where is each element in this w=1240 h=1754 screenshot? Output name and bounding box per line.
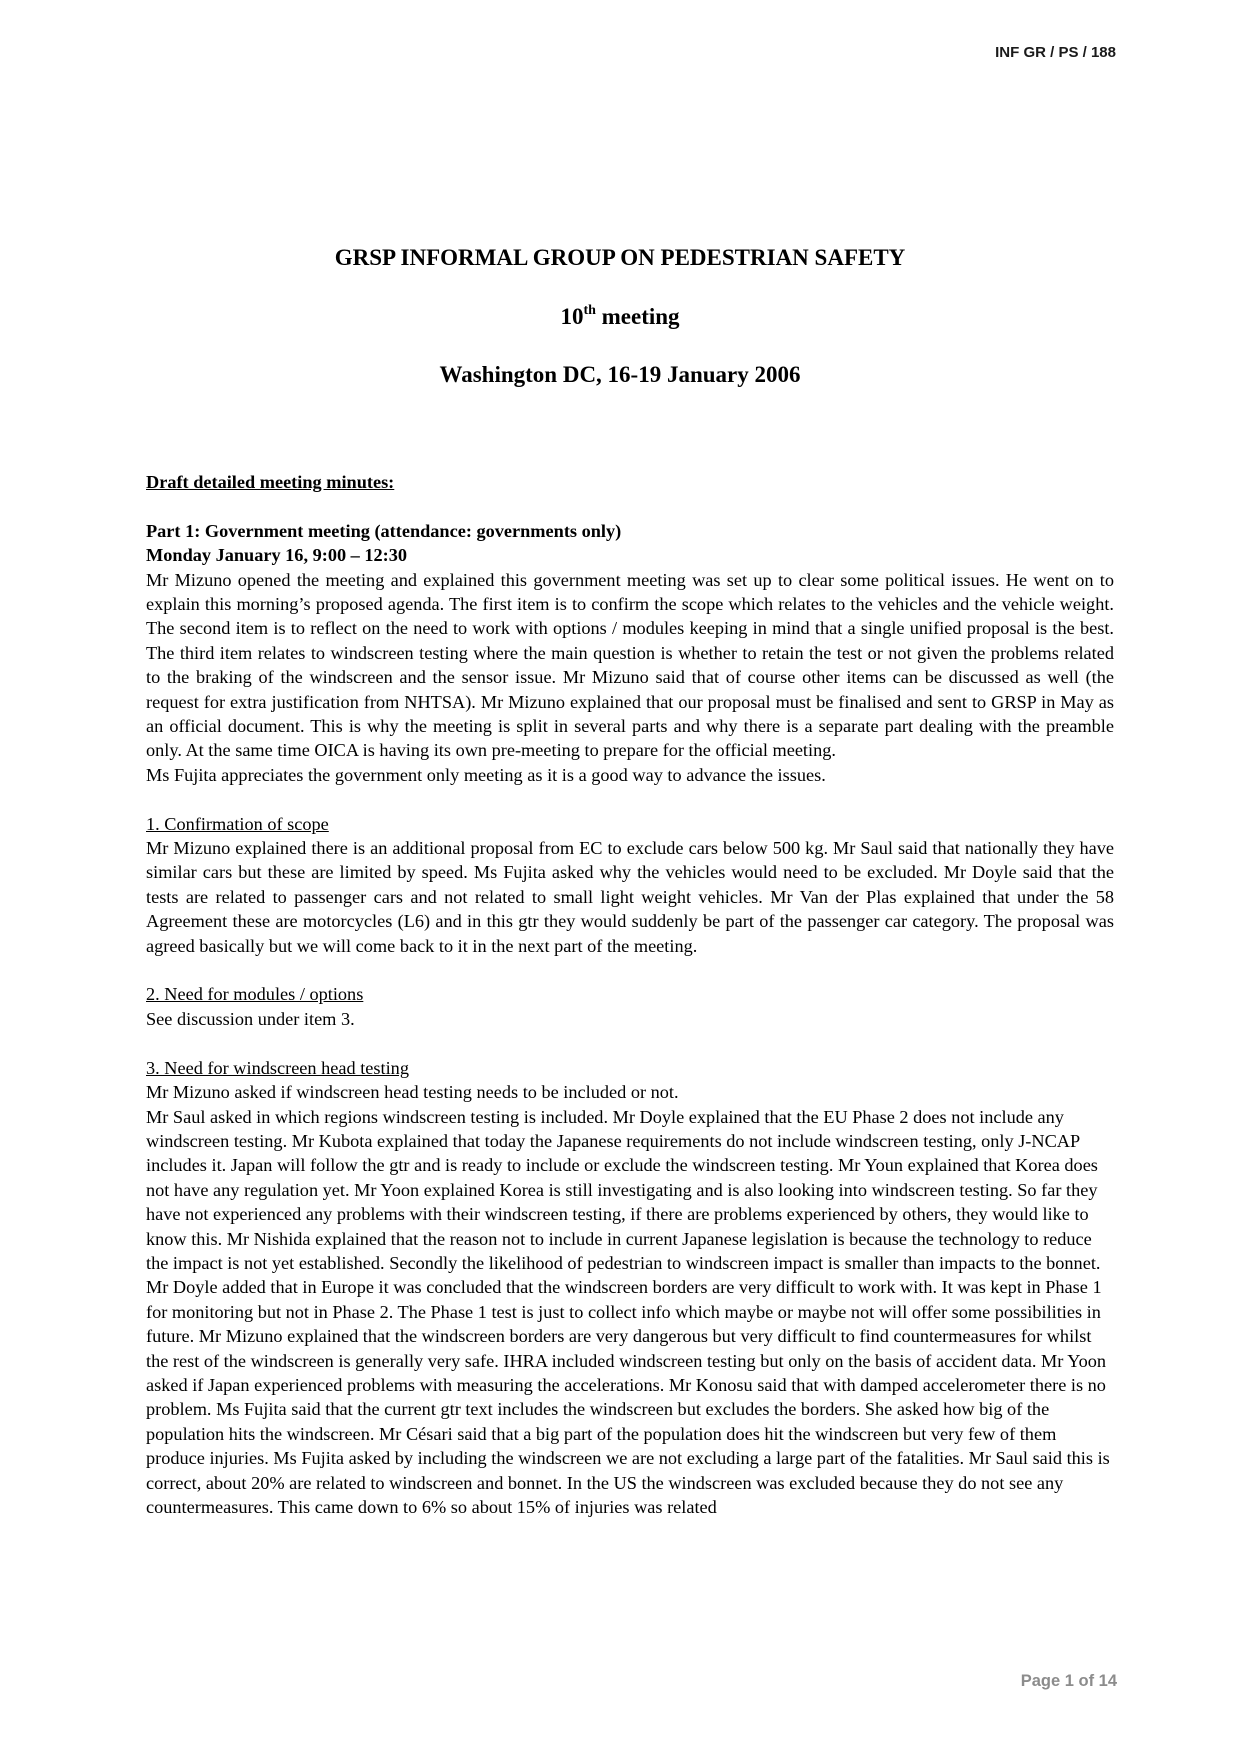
document-reference: INF GR / PS / 188 xyxy=(995,44,1116,61)
meeting-place-date: Washington DC, 16-19 January 2006 xyxy=(439,362,801,387)
title-block xyxy=(0,244,1240,389)
section-paragraph-modules: See discussion under item 3. xyxy=(146,1008,355,1029)
minutes-body xyxy=(146,470,1114,1519)
minutes-heading: Draft detailed meeting minutes: xyxy=(146,472,395,492)
document-title: GRSP INFORMAL GROUP ON PEDESTRIAN SAFETY xyxy=(334,245,906,270)
page-number: Page 1 of 14 xyxy=(1020,1672,1117,1690)
section-paragraph-windscreen: Mr Saul asked in which regions windscreen testing is included. Mr Doyle explained that the EU Phase 2 does not include any windscreen testing. Mr Kubota explained that today the Japanese requirements do not include windscreen testing, only J-NCAP includes it. Japan will follow the gtr and is ready to include or exclude the windscreen testing. Mr Youn explained that Korea does not have any regulation yet. Mr Yoon explained Korea is still investigating and is also looking into windscreen testing. So far they have not experienced any problems with their windscreen testing, if there are problems experienced by others, they would like to know this. Mr Nishida explained that the reason not to include in current Japanese legislation is because the technology to reduce the impact is not yet established. Secondly the likelihood of pedestrian to windscreen impact is smaller than impacts to the bonnet. Mr Doyle added that in Europe it was concluded that the windscreen borders are very difficult to work with. It was kept in Phase 1 for monitoring but not in Phase 2. The Phase 1 test is just to collect info which maybe or maybe not will offer some possibilities in future. Mr Mizuno explained that the windscreen borders are very dangerous but very difficult to find countermeasures for whilst the rest of the windscreen is generally very safe. IHRA included windscreen testing but only on the basis of accident data. Mr Yoon asked if Japan experienced problems with measuring the accelerations. Mr Konosu said that with damped accelerometer there is no problem. Ms Fujita said that the current gtr text includes the windscreen but excludes the borders. She asked how big of the population hits the windscreen. Mr Césari said that a big part of the population does hit the windscreen but very few of them produce injuries. Ms Fujita asked by including the windscreen we are not excluding a large part of the fatalities. Mr Saul said this is correct, about 20% are related to windscreen and bonnet. In the US the windscreen was excluded because they do not see any countermeasures. This came down to 6% so about 15% of injuries was related xyxy=(146,1106,1110,1517)
section-heading-scope: 1. Confirmation of scope xyxy=(146,813,329,834)
meeting-number-value: 10 xyxy=(560,304,584,329)
part1-heading: Part 1: Government meeting (attendance: governments only) xyxy=(146,520,622,541)
section-paragraph-windscreen: Mr Mizuno asked if windscreen head testing needs to be included or not. xyxy=(146,1082,679,1103)
part1-paragraph: Ms Fujita appreciates the government only meeting as it is a good way to advance the issues. xyxy=(146,764,826,785)
section-paragraph-scope: Mr Mizuno explained there is an additional proposal from EC to exclude cars below 500 kg. Mr Saul said that nationally they have similar cars but these are limited by speed. Ms Fujita asked why the vehicles would need to be excluded. Mr Doyle said that the tests are related to passenger cars and not related to small light weight vehicles. Mr Van der Plas explained that under the 58 Agreement these are motorcycles (L6) and in this gtr they would suddenly be part of the passenger car category. The proposal was agreed basically but we will come back to it in the next part of the meeting. xyxy=(146,838,1114,956)
meeting-number-suffix: th xyxy=(583,303,596,318)
section-heading-windscreen: 3. Need for windscreen head testing xyxy=(146,1057,409,1078)
part1-date: Monday January 16, 9:00 – 12:30 xyxy=(146,545,408,566)
part1-paragraph: Mr Mizuno opened the meeting and explained this government meeting was set up to clear some political issues. He went on to explain this morning’s proposed agenda. The first item is to confirm the scope which relates to the vehicles and the vehicle weight. The second item is to reflect on the need to work with options / modules keeping in mind that a single unified proposal is the best. The third item relates to windscreen testing where the main question is whether to retain the test or not given the problems related to the braking of the windscreen and the sensor issue. Mr Mizuno said that of course other items can be discussed as well (the request for extra justification from NHTSA). Mr Mizuno explained that our proposal must be finalised and sent to GRSP in May as an official document. This is why the meeting is split in several parts and why there is a separate part dealing with the preamble only. At the same time OICA is having its own pre-meeting to prepare for the official meeting. xyxy=(146,569,1114,761)
section-heading-modules: 2. Need for modules / options xyxy=(146,984,364,1005)
meeting-word: meeting xyxy=(595,304,680,329)
meeting-number xyxy=(0,303,1240,331)
